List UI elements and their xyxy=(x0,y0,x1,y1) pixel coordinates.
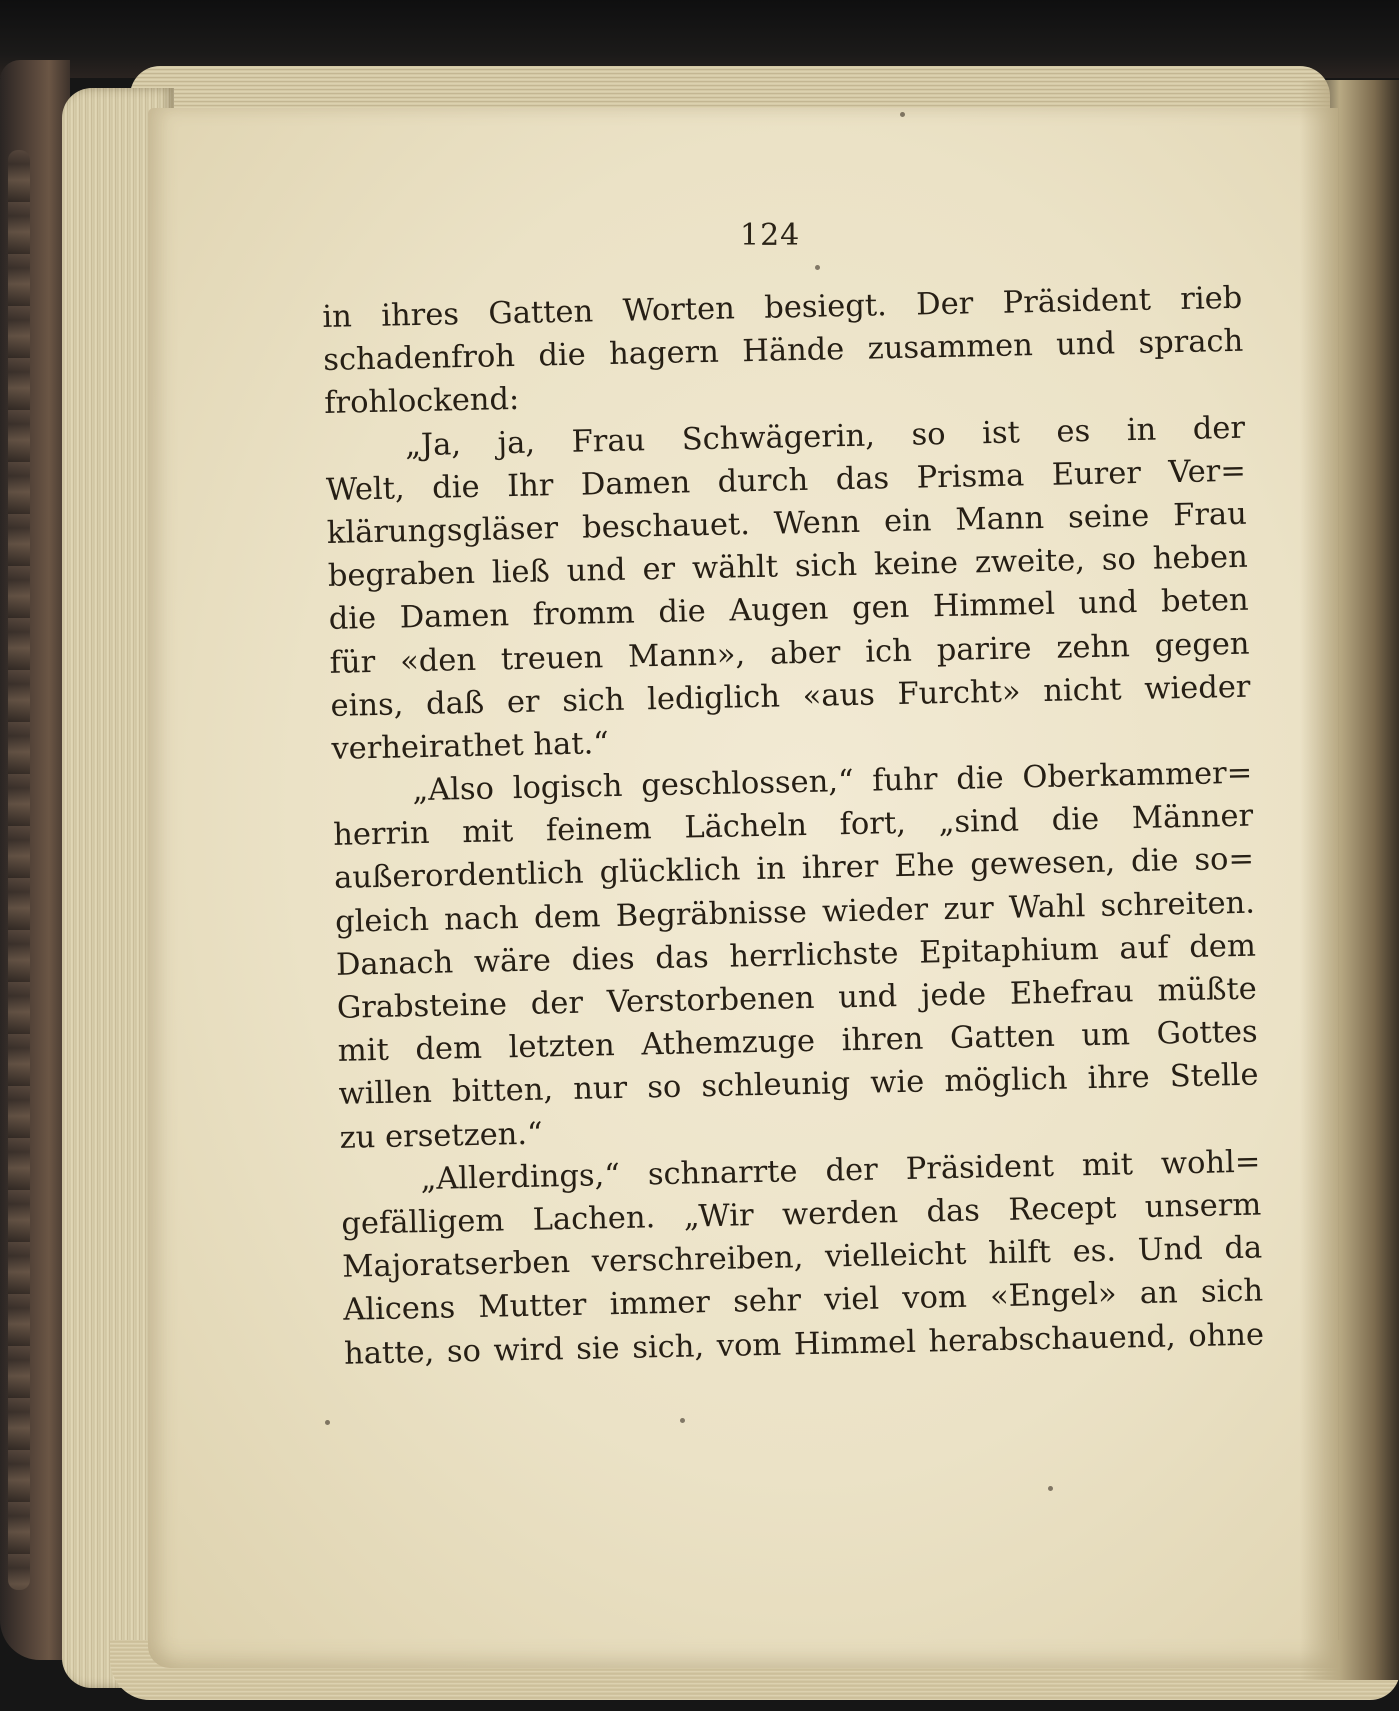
text-line: Alicens Mutter immer sehr viel vom «Engel» an sich xyxy=(342,1273,1264,1329)
page-stack-top xyxy=(130,66,1330,112)
paper-speck xyxy=(680,1418,685,1423)
text-line: außerordentlich glücklich in ihrer Ehe gewesen, die so= xyxy=(333,842,1255,897)
text-line: willen bitten, nur so schleunig wie möglich ihre Stelle xyxy=(338,1057,1259,1113)
text-line: für «den treuen Mann», aber ich parire zehn gegen xyxy=(329,626,1250,681)
text-line: eins, daß er sich lediglich «aus Furcht» nicht wieder xyxy=(330,669,1251,724)
text-line: schadenfroh die hagern Hände zusammen und sprach xyxy=(322,323,1244,379)
text-line: klärungsgläser beschauet. Wenn ein Mann seine Frau xyxy=(326,496,1248,551)
text-line: in ihres Gatten Worten besiegt. Der Präsident rieb xyxy=(322,280,1243,335)
page-number: 124 xyxy=(740,218,801,253)
text-line: verheirathet hat.“ xyxy=(331,725,610,767)
text-line: die Damen fromm die Augen gen Himmel und beten xyxy=(328,582,1249,638)
text-line: „Allerdings,“ schnarrte der Präsident mit wohl= xyxy=(420,1144,1261,1197)
text-line: herrin mit feinem Lächeln fort, „sind die Männer xyxy=(332,798,1254,854)
text-line: Majoratserben verschreiben, vielleicht hilft es. Und da xyxy=(341,1230,1263,1285)
page-gutter xyxy=(1300,80,1399,1680)
text-line: hatte, so wird sie sich, vom Himmel herabschauend, ohne xyxy=(343,1317,1265,1372)
text-line: Welt, die Ihr Damen durch das Prisma Eurer Ver= xyxy=(325,453,1247,508)
text-line: mit dem letzten Athemzuge ihren Gatten um Gottes xyxy=(337,1014,1258,1070)
paper-speck xyxy=(1048,1486,1053,1491)
text-line: Danach wäre dies das herrlichste Epitaphium auf dem xyxy=(335,928,1257,983)
paper-speck xyxy=(325,1420,330,1425)
text-line: gleich nach dem Begräbnisse wieder zur Wahl schreiten. xyxy=(334,885,1256,940)
text-line: zu ersetzen.“ xyxy=(339,1116,544,1156)
binding-wear xyxy=(8,150,30,1590)
text-line: Grabsteine der Verstorbenen und jede Ehefrau müßte xyxy=(336,971,1258,1026)
book-binding xyxy=(0,60,70,1660)
text-line: „Also logisch geschlossen,“ fuhr die Oberkammer= xyxy=(412,755,1253,809)
text-line: „Ja, ja, Frau Schwägerin, so ist es in der xyxy=(404,410,1246,463)
text-line: gefälligem Lachen. „Wir werden das Recept unserm xyxy=(341,1187,1262,1242)
text-line: frohlockend: xyxy=(323,382,520,422)
paper-speck xyxy=(815,265,820,270)
body-text xyxy=(322,277,1264,1376)
paper-speck xyxy=(900,112,905,117)
text-line: begraben ließ und er wählt sich keine zweite, so heben xyxy=(327,539,1249,595)
